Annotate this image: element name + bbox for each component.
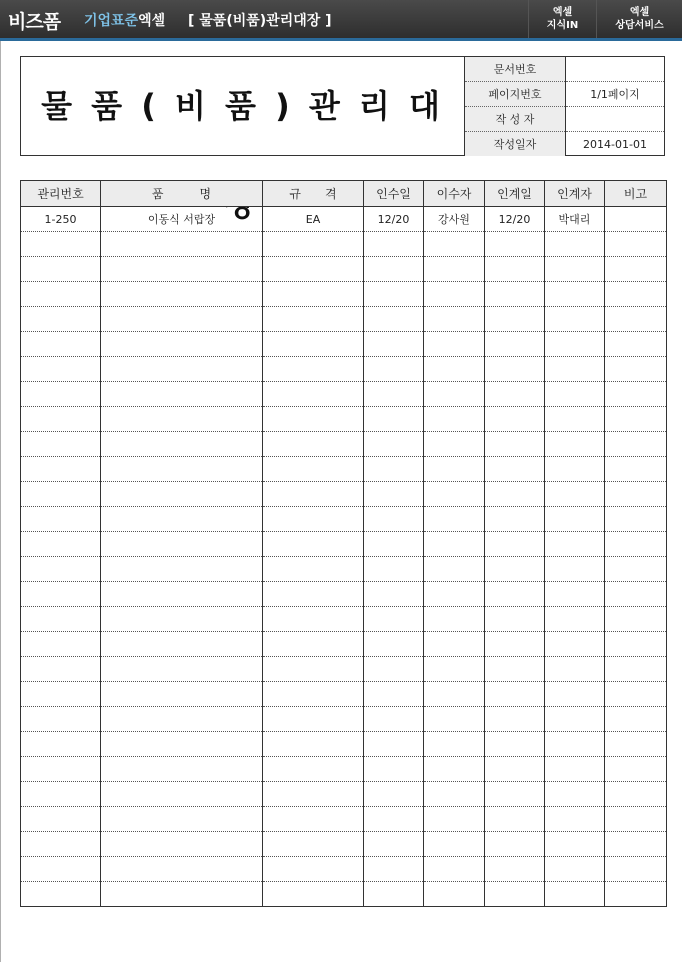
table-cell[interactable]	[263, 232, 364, 257]
excel-knowledge-line2: 지식IN	[546, 20, 579, 31]
table-header-row	[21, 181, 667, 207]
table-cell[interactable]	[21, 332, 101, 357]
table-cell[interactable]	[21, 732, 101, 757]
table-cell[interactable]	[21, 882, 101, 907]
meta-label-page: 페이지번호	[465, 82, 566, 107]
table-cell[interactable]	[21, 382, 101, 407]
table-cell[interactable]	[101, 782, 263, 807]
table-cell[interactable]	[263, 832, 364, 857]
table-cell[interactable]	[485, 882, 545, 907]
table-cell[interactable]	[485, 232, 545, 257]
table-cell[interactable]	[424, 407, 485, 432]
table-cell[interactable]	[263, 557, 364, 582]
table-cell[interactable]	[605, 757, 667, 782]
table-row	[21, 332, 667, 357]
table-cell[interactable]	[545, 807, 605, 832]
table-cell[interactable]	[101, 582, 263, 607]
table-cell[interactable]	[485, 382, 545, 407]
table-cell[interactable]	[424, 332, 485, 357]
table-row	[21, 857, 667, 882]
table-cell[interactable]	[364, 807, 424, 832]
table-cell[interactable]	[605, 557, 667, 582]
table-cell[interactable]	[545, 357, 605, 382]
table-cell[interactable]	[485, 832, 545, 857]
meta-label-date: 작성일자	[465, 132, 566, 157]
table-cell[interactable]	[545, 457, 605, 482]
table-cell[interactable]: EA	[263, 207, 364, 232]
table-row	[21, 882, 667, 907]
table-row	[21, 307, 667, 332]
table-cell[interactable]	[21, 807, 101, 832]
table-cell[interactable]	[485, 557, 545, 582]
table-cell[interactable]	[364, 407, 424, 432]
table-cell[interactable]	[545, 507, 605, 532]
table-cell[interactable]	[424, 257, 485, 282]
table-cell[interactable]	[263, 707, 364, 732]
table-cell[interactable]	[21, 307, 101, 332]
table-row	[21, 282, 667, 307]
table-cell[interactable]	[485, 357, 545, 382]
table-cell[interactable]	[605, 807, 667, 832]
table-cell[interactable]	[101, 332, 263, 357]
table-cell[interactable]	[605, 632, 667, 657]
table-row	[21, 557, 667, 582]
table-cell[interactable]	[263, 657, 364, 682]
table-cell[interactable]	[424, 632, 485, 657]
table-cell[interactable]	[605, 882, 667, 907]
table-cell[interactable]	[545, 232, 605, 257]
table-cell[interactable]	[485, 707, 545, 732]
table-cell[interactable]	[21, 857, 101, 882]
table-row	[21, 682, 667, 707]
table-cell[interactable]	[545, 732, 605, 757]
table-cell[interactable]	[101, 857, 263, 882]
table-row	[21, 357, 667, 382]
table-cell[interactable]	[605, 707, 667, 732]
table-cell[interactable]	[364, 232, 424, 257]
table-cell[interactable]	[21, 357, 101, 382]
table-cell[interactable]	[101, 607, 263, 632]
table-cell[interactable]	[364, 557, 424, 582]
table-cell[interactable]	[21, 282, 101, 307]
table-cell[interactable]	[605, 432, 667, 457]
table-cell[interactable]	[101, 507, 263, 532]
table-cell[interactable]	[364, 657, 424, 682]
table-cell[interactable]	[364, 382, 424, 407]
table-cell[interactable]	[605, 782, 667, 807]
table-cell[interactable]	[545, 882, 605, 907]
table-cell[interactable]: 1-250	[21, 207, 101, 232]
table-cell[interactable]	[605, 607, 667, 632]
table-cell[interactable]	[424, 582, 485, 607]
table-cell[interactable]	[605, 832, 667, 857]
table-cell[interactable]	[263, 782, 364, 807]
table-cell[interactable]	[545, 832, 605, 857]
table-cell[interactable]	[605, 457, 667, 482]
table-cell[interactable]	[545, 757, 605, 782]
table-cell[interactable]	[424, 282, 485, 307]
table-cell[interactable]	[424, 557, 485, 582]
table-cell[interactable]: 12/20	[364, 207, 424, 232]
table-cell[interactable]	[605, 732, 667, 757]
table-cell[interactable]	[485, 657, 545, 682]
table-cell[interactable]	[364, 857, 424, 882]
bizforms-logo[interactable]: 비즈폼	[8, 11, 61, 33]
table-cell[interactable]	[545, 382, 605, 407]
table-cell[interactable]	[485, 732, 545, 757]
table-cell[interactable]	[21, 757, 101, 782]
table-cell[interactable]	[605, 407, 667, 432]
table-cell[interactable]	[545, 632, 605, 657]
meta-value-page[interactable]: 1/1페이지	[566, 82, 665, 107]
banner-doc-title: [ 물품(비품)관리대장 ]	[188, 13, 332, 29]
table-row	[21, 532, 667, 557]
table-cell[interactable]	[424, 857, 485, 882]
table-cell[interactable]	[364, 732, 424, 757]
table-cell[interactable]	[101, 432, 263, 457]
table-cell[interactable]	[21, 232, 101, 257]
table-cell[interactable]	[424, 807, 485, 832]
table-cell[interactable]	[364, 782, 424, 807]
table-cell[interactable]	[263, 257, 364, 282]
table-cell[interactable]	[263, 807, 364, 832]
table-cell[interactable]	[545, 582, 605, 607]
table-cell[interactable]	[263, 357, 364, 382]
table-cell[interactable]	[424, 357, 485, 382]
table-cell[interactable]	[424, 657, 485, 682]
table-row	[21, 507, 667, 532]
table-cell[interactable]	[605, 532, 667, 557]
page-margin-line	[0, 41, 1, 962]
table-cell[interactable]	[263, 282, 364, 307]
table-row	[21, 232, 667, 257]
table-cell[interactable]	[21, 407, 101, 432]
table-cell[interactable]	[263, 582, 364, 607]
table-cell[interactable]	[263, 507, 364, 532]
table-cell[interactable]	[605, 657, 667, 682]
table-cell[interactable]	[605, 482, 667, 507]
table-cell[interactable]	[21, 582, 101, 607]
meta-label-author: 작 성 자	[465, 107, 566, 132]
table-cell[interactable]	[485, 257, 545, 282]
table-cell[interactable]	[101, 307, 263, 332]
table-cell[interactable]	[101, 832, 263, 857]
table-cell[interactable]	[605, 507, 667, 532]
top-banner	[0, 0, 682, 41]
table-cell[interactable]	[485, 282, 545, 307]
table-cell[interactable]	[424, 682, 485, 707]
meta-value-date[interactable]: 2014-01-01	[566, 132, 665, 157]
table-cell[interactable]	[545, 857, 605, 882]
table-cell[interactable]	[485, 782, 545, 807]
table-cell[interactable]	[545, 557, 605, 582]
table-cell[interactable]	[364, 257, 424, 282]
col-header-received-date: 인수일	[364, 181, 424, 207]
col-header-mgmt-no: 관리번호	[21, 181, 101, 207]
table-cell[interactable]	[364, 682, 424, 707]
table-cell[interactable]	[424, 232, 485, 257]
table-cell[interactable]	[21, 632, 101, 657]
table-cell[interactable]	[424, 732, 485, 757]
table-cell[interactable]	[545, 682, 605, 707]
table-cell[interactable]	[485, 632, 545, 657]
table-cell[interactable]	[101, 707, 263, 732]
table-cell[interactable]	[21, 507, 101, 532]
brand-part1: 기업표준	[84, 13, 139, 29]
table-cell[interactable]	[263, 632, 364, 657]
table-cell[interactable]	[424, 782, 485, 807]
table-cell[interactable]	[263, 882, 364, 907]
table-cell[interactable]	[545, 782, 605, 807]
table-cell[interactable]	[263, 732, 364, 757]
table-row	[21, 582, 667, 607]
table-cell[interactable]	[545, 257, 605, 282]
table-cell[interactable]	[263, 382, 364, 407]
excel-knowledge-button[interactable]	[528, 0, 596, 38]
table-cell[interactable]	[545, 282, 605, 307]
col-header-handover-person: 인계자	[545, 181, 605, 207]
table-row	[21, 482, 667, 507]
table-cell[interactable]	[21, 257, 101, 282]
table-cell[interactable]: 강사원	[424, 207, 485, 232]
table-cell[interactable]	[605, 282, 667, 307]
table-cell[interactable]	[21, 682, 101, 707]
table-cell[interactable]	[485, 857, 545, 882]
table-cell[interactable]	[101, 382, 263, 407]
table-cell[interactable]	[21, 457, 101, 482]
table-cell[interactable]	[424, 507, 485, 532]
table-cell[interactable]	[605, 382, 667, 407]
table-cell[interactable]	[101, 757, 263, 782]
table-cell[interactable]	[605, 582, 667, 607]
table-cell[interactable]	[545, 532, 605, 557]
col-header-note: 비고	[605, 181, 667, 207]
table-cell[interactable]	[263, 332, 364, 357]
table-cell[interactable]	[424, 757, 485, 782]
table-cell[interactable]	[485, 482, 545, 507]
excel-consult-line2: 상담서비스	[615, 20, 664, 31]
table-cell[interactable]	[101, 882, 263, 907]
table-cell[interactable]	[605, 207, 667, 232]
table-cell[interactable]	[364, 757, 424, 782]
table-cell[interactable]	[424, 707, 485, 732]
table-row	[21, 707, 667, 732]
table-cell[interactable]	[263, 457, 364, 482]
meta-table	[464, 57, 664, 156]
table-cell[interactable]	[101, 807, 263, 832]
table-cell[interactable]	[21, 482, 101, 507]
col-header-item-name: 품 명	[101, 181, 263, 207]
table-cell[interactable]	[545, 307, 605, 332]
table-cell[interactable]	[605, 682, 667, 707]
table-cell[interactable]	[101, 557, 263, 582]
table-cell[interactable]	[364, 507, 424, 532]
table-cell[interactable]	[364, 482, 424, 507]
table-cell[interactable]	[485, 532, 545, 557]
table-cell[interactable]	[605, 857, 667, 882]
table-cell[interactable]	[101, 407, 263, 432]
table-cell[interactable]	[605, 332, 667, 357]
table-cell[interactable]	[364, 632, 424, 657]
table-row	[21, 607, 667, 632]
table-cell[interactable]	[485, 607, 545, 632]
table-cell[interactable]	[424, 607, 485, 632]
table-cell[interactable]	[21, 532, 101, 557]
table-cell[interactable]	[545, 432, 605, 457]
table-row	[21, 657, 667, 682]
brand-part2: 엑셀	[138, 13, 166, 29]
table-cell[interactable]	[605, 307, 667, 332]
table-row	[21, 632, 667, 657]
table-cell[interactable]	[21, 707, 101, 732]
table-cell[interactable]	[364, 457, 424, 482]
table-cell[interactable]	[364, 582, 424, 607]
table-cell[interactable]	[485, 407, 545, 432]
col-header-receiver: 이수자	[424, 181, 485, 207]
table-cell[interactable]	[263, 307, 364, 332]
table-cell[interactable]	[101, 282, 263, 307]
table-cell[interactable]	[424, 482, 485, 507]
table-cell[interactable]	[364, 432, 424, 457]
table-cell[interactable]	[263, 532, 364, 557]
table-cell[interactable]	[263, 757, 364, 782]
table-cell[interactable]	[605, 232, 667, 257]
table-cell[interactable]	[263, 482, 364, 507]
table-cell[interactable]	[263, 432, 364, 457]
table-row	[21, 832, 667, 857]
table-cell[interactable]	[485, 332, 545, 357]
table-cell[interactable]	[263, 407, 364, 432]
table-cell[interactable]	[605, 357, 667, 382]
table-cell[interactable]	[364, 332, 424, 357]
table-cell[interactable]	[364, 832, 424, 857]
item-ledger-table	[20, 180, 667, 907]
table-cell[interactable]	[485, 507, 545, 532]
table-cell[interactable]	[263, 857, 364, 882]
table-cell[interactable]	[101, 232, 263, 257]
table-cell[interactable]	[364, 282, 424, 307]
col-header-spec: 규 격	[263, 181, 364, 207]
table-cell[interactable]	[21, 832, 101, 857]
table-row	[21, 257, 667, 282]
table-cell[interactable]	[21, 607, 101, 632]
table-cell[interactable]	[545, 332, 605, 357]
table-cell[interactable]	[364, 307, 424, 332]
table-cell[interactable]	[485, 457, 545, 482]
table-cell[interactable]	[424, 532, 485, 557]
table-cell[interactable]	[424, 382, 485, 407]
table-cell[interactable]: 박대리	[545, 207, 605, 232]
table-cell[interactable]	[101, 357, 263, 382]
table-cell[interactable]	[101, 632, 263, 657]
excel-consult-button[interactable]	[596, 0, 682, 38]
table-cell[interactable]	[485, 432, 545, 457]
table-cell[interactable]	[21, 657, 101, 682]
table-cell[interactable]	[263, 607, 364, 632]
table-cell[interactable]	[424, 882, 485, 907]
table-cell[interactable]	[364, 532, 424, 557]
table-cell[interactable]	[101, 482, 263, 507]
table-cell[interactable]	[263, 682, 364, 707]
table-cell[interactable]	[485, 757, 545, 782]
table-cell[interactable]	[101, 457, 263, 482]
document-header	[20, 56, 665, 156]
table-cell[interactable]: 12/20	[485, 207, 545, 232]
page-title: 물 품 ( 비 품 ) 관 리 대	[41, 87, 444, 125]
table-cell[interactable]	[21, 782, 101, 807]
table-cell[interactable]	[101, 657, 263, 682]
table-cell[interactable]	[485, 682, 545, 707]
table-cell[interactable]	[21, 557, 101, 582]
table-row	[21, 432, 667, 457]
table-cell[interactable]	[605, 257, 667, 282]
table-cell[interactable]	[21, 432, 101, 457]
table-row	[21, 207, 667, 232]
meta-value-doc-no[interactable]	[566, 57, 665, 82]
table-cell[interactable]	[101, 532, 263, 557]
table-cell[interactable]: 이동식 서랍장	[101, 207, 263, 232]
meta-label-doc-no: 문서번호	[465, 57, 566, 82]
table-row	[21, 407, 667, 432]
table-cell[interactable]	[545, 407, 605, 432]
table-cell[interactable]	[545, 482, 605, 507]
table-cell[interactable]	[545, 607, 605, 632]
brand-label	[84, 10, 165, 30]
table-cell[interactable]	[424, 457, 485, 482]
table-cell[interactable]	[424, 307, 485, 332]
table-row	[21, 732, 667, 757]
table-row	[21, 807, 667, 832]
table-cell[interactable]	[364, 607, 424, 632]
table-row	[21, 782, 667, 807]
table-cell[interactable]	[364, 707, 424, 732]
table-row	[21, 457, 667, 482]
table-row	[21, 382, 667, 407]
table-cell[interactable]	[485, 307, 545, 332]
excel-knowledge-line1: 엑셀	[552, 7, 573, 18]
table-cell[interactable]	[101, 682, 263, 707]
table-cell[interactable]	[364, 882, 424, 907]
table-row	[21, 757, 667, 782]
table-cell[interactable]	[545, 657, 605, 682]
table-cell[interactable]	[485, 807, 545, 832]
table-cell[interactable]	[101, 732, 263, 757]
table-cell[interactable]	[424, 832, 485, 857]
table-cell[interactable]	[545, 707, 605, 732]
col-header-handover-date: 인계일	[485, 181, 545, 207]
table-cell[interactable]	[424, 432, 485, 457]
meta-value-author[interactable]	[566, 107, 665, 132]
table-cell[interactable]	[364, 357, 424, 382]
table-cell[interactable]	[485, 582, 545, 607]
table-cell[interactable]	[101, 257, 263, 282]
excel-consult-line1: 엑셀	[629, 7, 650, 18]
